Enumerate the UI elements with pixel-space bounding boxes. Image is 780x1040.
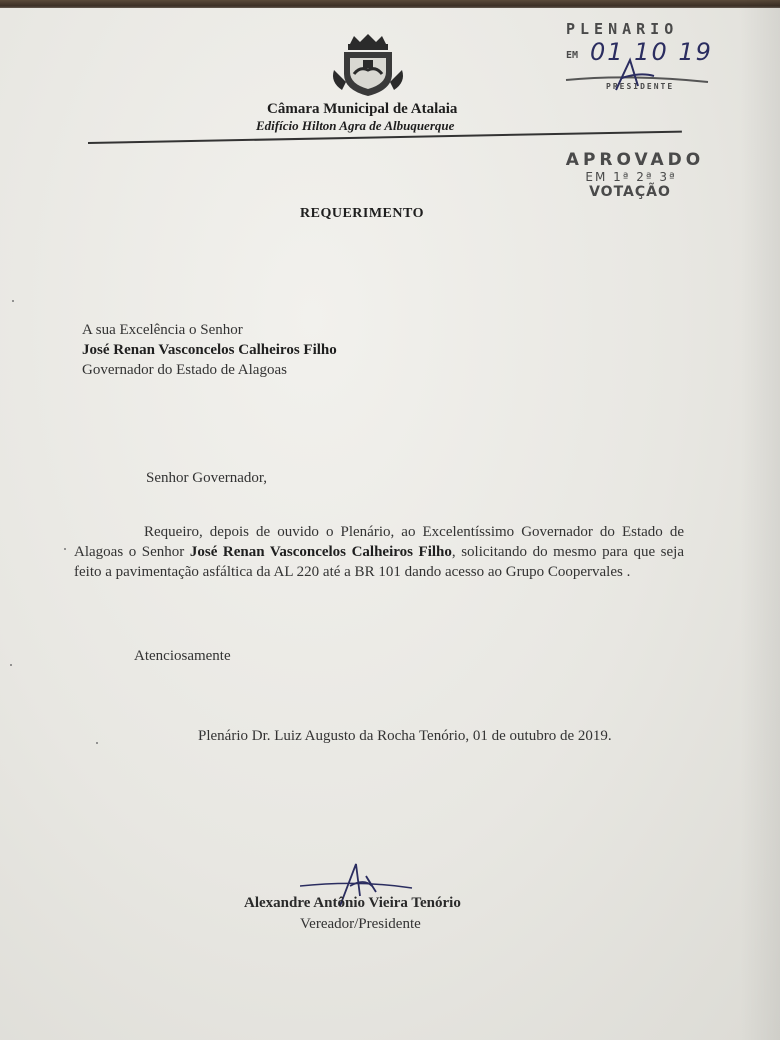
chamber-name: Câmara Municipal de Atalaia [267, 101, 458, 117]
closing: Atenciosamente [134, 648, 231, 664]
addressee-role: Governador do Estado de Alagoas [82, 362, 287, 378]
building-name: Edifício Hilton Agra de Albuquerque [256, 118, 455, 133]
approved-stamp-title: APROVADO [565, 150, 705, 170]
request-body [74, 522, 684, 582]
plenario-stamp [560, 20, 720, 100]
addressee-line: A sua Excelência o Senhor [82, 322, 243, 338]
plenario-stamp-title: PLENARIO [566, 20, 679, 38]
document-title: REQUERIMENTO [300, 206, 424, 221]
paper-speck [96, 742, 98, 744]
paper-speck [10, 664, 12, 666]
plenario-stamp-em: EM [566, 50, 579, 61]
addressee-block [82, 320, 337, 380]
approved-stamp [560, 150, 730, 220]
body-addressee-name: José Renan Vasconcelos Calheiros Filho [189, 544, 452, 560]
signer-role: Vereador/Presidente [300, 916, 421, 932]
paper-speck [12, 300, 14, 302]
plenario-stamp-footer: PRESIDENTE [606, 82, 675, 91]
addressee-name: José Renan Vasconcelos Calheiros Filho [82, 342, 337, 358]
body-text-part2: , solicitando do mesmo para que seja feito a pavimentação asfáltica da AL 220 até a BR 101 dando acesso ao Grupo Coopervales . [74, 544, 684, 580]
initials-scribble-icon [610, 56, 660, 96]
signer-name: Alexandre Antônio Vieira Tenório [244, 895, 461, 911]
paper-speck [64, 548, 66, 550]
plenario-stamp-date: 01 10 19 [590, 38, 713, 66]
municipal-coat-of-arms-icon [330, 30, 406, 100]
page-shadow [740, 0, 780, 1040]
approved-stamp-footer: VOTAÇÃO [589, 184, 671, 200]
place-and-date: Plenário Dr. Luiz Augusto da Rocha Tenório, 01 de outubro de 2019. [198, 728, 612, 744]
salutation: Senhor Governador, [146, 470, 268, 486]
approved-stamp-rounds: EM 1ª 2ª 3ª [585, 170, 677, 184]
body-text-part1: Requeiro, depois de ouvido o Plenário, ao Excelentíssimo Governador do Estado de Alagoas o Senhor [74, 524, 684, 560]
